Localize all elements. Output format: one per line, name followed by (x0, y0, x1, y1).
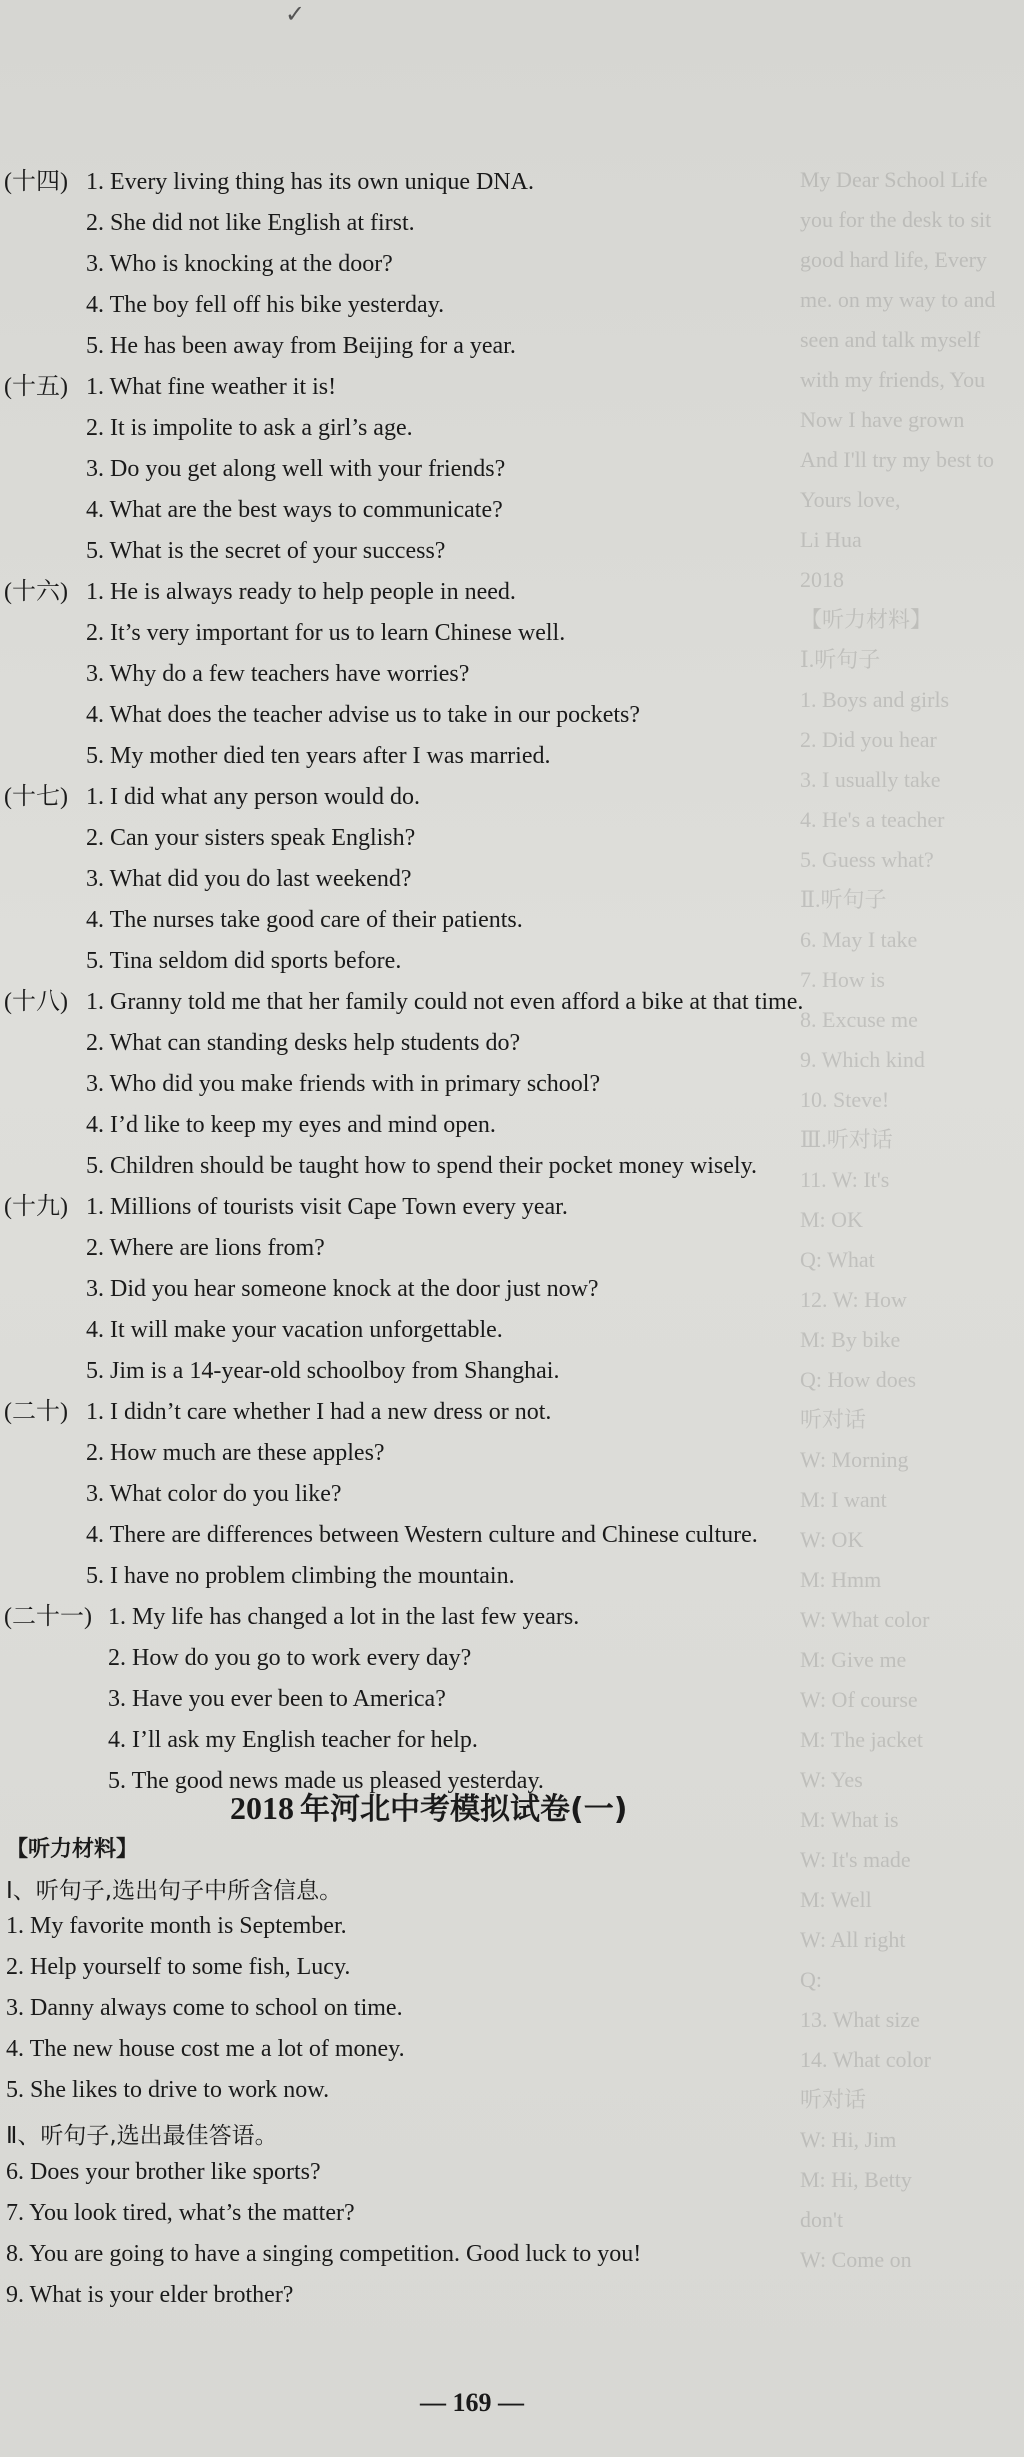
sentence: 7. You look tired, what’s the matter? (6, 2200, 355, 2226)
sentence: 5. Children should be taught how to spend their pocket money wisely. (86, 1153, 758, 1179)
sentence: 3. Who did you make friends with in primary school? (86, 1071, 601, 1097)
sentence: 4. What are the best ways to communicate? (86, 497, 503, 523)
sentence: 5. Jim is a 14-year-old schoolboy from Shanghai. (86, 1358, 560, 1384)
sentence: 3. What did you do last weekend? (86, 866, 412, 892)
sentence: 1. Granny told me that her family could not even afford a bike at that time. (86, 989, 804, 1015)
sentence: 5. Tina seldom did sports before. (86, 948, 402, 974)
sentence: 3. Danny always come to school on time. (6, 1995, 403, 2021)
scan-mark: ✓ (285, 2, 306, 28)
sentence: 5. My mother died ten years after I was married. (86, 743, 551, 769)
sentence: 1. I didn’t care whether I had a new dress or not. (86, 1399, 552, 1425)
group-label: (二十一) (4, 1604, 92, 1630)
sentence: 3. Who is knocking at the door? (86, 251, 393, 277)
sentence: 3. What color do you like? (86, 1481, 342, 1507)
sentence: 2. Can your sisters speak English? (86, 825, 416, 851)
sentence: 1. My favorite month is September. (6, 1913, 347, 1939)
exam-year: 2018 (230, 1790, 294, 1826)
sentence: 1. What fine weather it is! (86, 374, 337, 400)
sentence: 5. I have no problem climbing the mountain. (86, 1563, 515, 1589)
sentence: 2. Where are lions from? (86, 1235, 325, 1261)
group-label: (十九) (4, 1194, 68, 1220)
sentence: 3. Did you hear someone knock at the door just now? (86, 1276, 599, 1302)
sentence: 2. How much are these apples? (86, 1440, 385, 1466)
sentence: 2. It is impolite to ask a girl’s age. (86, 415, 413, 441)
sentence: 4. What does the teacher advise us to take in our pockets? (86, 702, 641, 728)
sentence: 4. There are differences between Western culture and Chinese culture. (86, 1522, 758, 1548)
sentence: 5. The good news made us pleased yesterday. (108, 1768, 544, 1794)
sentence: 1. Every living thing has its own unique DNA. (86, 169, 534, 195)
group-label: (十四) (4, 169, 68, 195)
sentence: 4. The boy fell off his bike yesterday. (86, 292, 445, 318)
listening-header: 【听力材料】 (6, 1837, 139, 1862)
sentence: 4. I’d like to keep my eyes and mind open. (86, 1112, 496, 1138)
section-1-heading: Ⅰ、听句子,选出句子中所含信息。 (6, 1878, 343, 1904)
sentence: 1. My life has changed a lot in the last few years. (108, 1604, 580, 1630)
section-2-heading: Ⅱ、听句子,选出最佳答语。 (6, 2123, 278, 2149)
group-label: (十八) (4, 989, 68, 1015)
sentence: 5. He has been away from Beijing for a year. (86, 333, 516, 359)
sentence: 9. What is your elder brother? (6, 2282, 294, 2308)
sentence: 5. She likes to drive to work now. (6, 2077, 330, 2103)
sentence: 2. She did not like English at first. (86, 210, 415, 236)
sentence: 5. What is the secret of your success? (86, 538, 446, 564)
page-number: — 169 — (420, 2388, 524, 2417)
group-label: (十七) (4, 784, 68, 810)
exam-title-text: 年河北中考模拟试卷(一) (300, 1792, 628, 1827)
sentence: 2. What can standing desks help students do? (86, 1030, 521, 1056)
sentence: 4. It will make your vacation unforgettable. (86, 1317, 503, 1343)
bleed-through-text: My Dear School Life you for the desk to sit good hard life, Every me. on my way to and seen and talk myself with my friends, You Now I have grown And I'll try my best to Yours love, Li Hua 2018 【听力材料】 Ⅰ.听句子 1. Boys and girls 2. Did you hear 3. I usually take 4. He's a teacher 5. Guess what? Ⅱ.听句子 6. May I take 7. How is 8. Excuse me 9. Which kind 10. Steve! Ⅲ.听对话 11. W: It's M: OK Q: What 12. W: How M: By bike Q: How does 听对话 W: Morning M: I want W: OK M: Hmm W: What color M: Give me W: Of course M: The jacket W: Yes M: What is W: It's made M: Well W: All right Q: 13. What size 14. What color 听对话 W: Hi, Jim M: Hi, Betty don't W: Come on (800, 167, 996, 2272)
sentence: 6. Does your brother like sports? (6, 2159, 321, 2185)
sentence: 4. The new house cost me a lot of money. (6, 2036, 405, 2062)
sentence: 2. How do you go to work every day? (108, 1645, 472, 1671)
sentence: 3. Do you get along well with your friends? (86, 456, 506, 482)
sentence: 1. I did what any person would do. (86, 784, 420, 810)
sentence: 4. I’ll ask my English teacher for help. (108, 1727, 478, 1753)
sentence: 1. He is always ready to help people in need. (86, 579, 516, 605)
exam-title (230, 1784, 627, 1828)
sentence: 2. It’s very important for us to learn Chinese well. (86, 620, 566, 646)
sentence: 3. Have you ever been to America? (108, 1686, 446, 1712)
sentence: 1. Millions of tourists visit Cape Town every year. (86, 1194, 568, 1220)
sentence: 4. The nurses take good care of their patients. (86, 907, 523, 933)
group-label: (十六) (4, 579, 68, 605)
sentence: 8. You are going to have a singing competition. Good luck to you! (6, 2241, 642, 2267)
group-label: (二十) (4, 1399, 68, 1425)
sentence: 2. Help yourself to some fish, Lucy. (6, 1954, 351, 1980)
sentence: 3. Why do a few teachers have worries? (86, 661, 470, 687)
group-label: (十五) (4, 374, 68, 400)
